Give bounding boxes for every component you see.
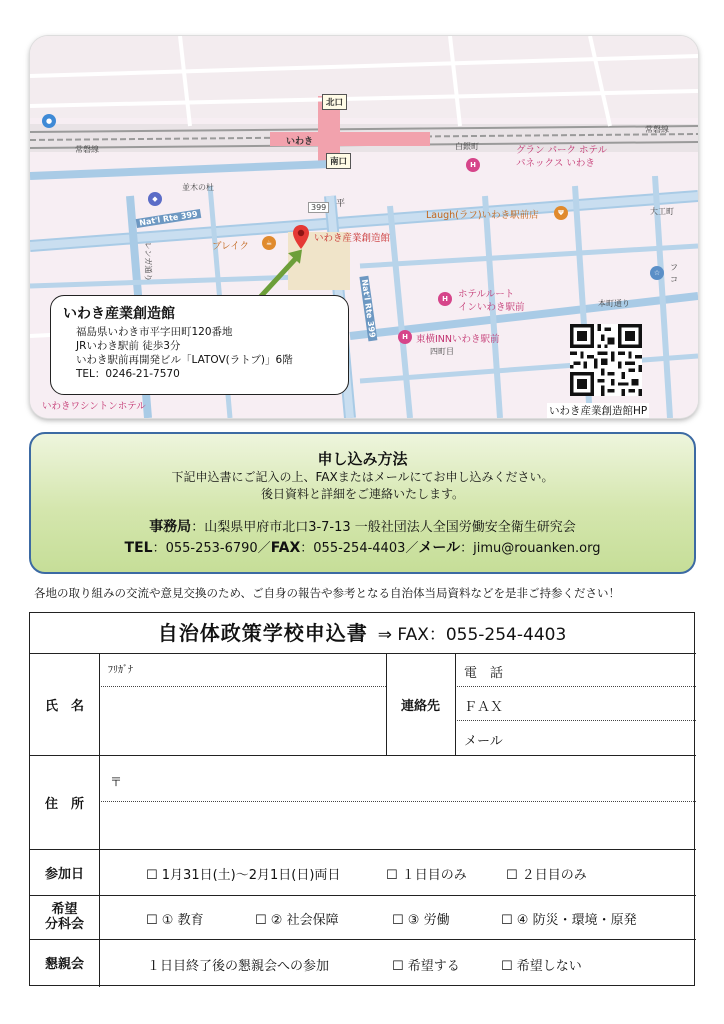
toyoko-label: 東横INNいわき駅前 xyxy=(416,334,500,345)
session-labor-checkbox[interactable]: ☐ ③ 労働 xyxy=(392,913,450,928)
venue-name: いわき産業創造館 xyxy=(63,306,175,322)
party-yes-checkbox[interactable]: ☐ 希望する xyxy=(392,959,460,974)
venue-info-box xyxy=(50,295,349,395)
fax-field-label: ＦＡＸ xyxy=(464,700,504,715)
break-label: ブレイク xyxy=(212,241,249,252)
office-address-line xyxy=(31,517,694,538)
toyoko-icon: H xyxy=(398,330,412,344)
name-field[interactable] xyxy=(100,687,386,755)
session-label-line2: 分科会 xyxy=(44,917,84,932)
office-value: ：山梨県甲府市北口3-7-13 一般社団法人全国労働安全衛生研究会 xyxy=(191,520,576,535)
qr-caption: いわき産業創造館HP xyxy=(549,405,648,417)
renga-street-label: レンガ通り xyxy=(143,241,153,282)
office-contact-line xyxy=(31,538,694,559)
application-method-box xyxy=(29,432,696,574)
route-399-vertical-label: Nat'l Rte 399 xyxy=(359,276,377,341)
south-exit-label: 南口 xyxy=(326,153,351,169)
route-399-badge: 399 xyxy=(308,202,329,213)
session-education-checkbox[interactable]: ☐ ① 教育 xyxy=(146,913,204,928)
fu-label-2: コ xyxy=(670,275,678,284)
fu-label-1: フ xyxy=(670,263,678,272)
postal-field[interactable] xyxy=(100,756,696,801)
address-label: 住 所 xyxy=(44,796,84,812)
restaurant-icon: Ψ xyxy=(554,206,568,220)
route-399-label: Nat'l Rte 399 xyxy=(136,209,201,228)
notice-text: 各地の取り組みの交流や意見交換のため、ご自身の報告や参考となる自治体当局資料などを是非ご持参ください！ xyxy=(34,586,621,600)
fax-label: FAX xyxy=(270,540,301,556)
daiku-label: 大工町 xyxy=(650,207,674,216)
venue-access: JRいわき駅前 徒歩3分 xyxy=(76,340,181,352)
venue-pin-icon xyxy=(292,224,310,250)
postal-mark: 〒 xyxy=(110,775,123,789)
cafe-icon: ☕ xyxy=(262,236,276,250)
party-no-checkbox[interactable]: ☐ 希望しない xyxy=(501,959,582,974)
apply-instructions: 下記申込書にご記入の上、FAXまたはメールにてお申し込みください。 xyxy=(171,470,554,484)
namikino-label: 並木の杜 xyxy=(182,183,214,192)
hotelroute-label-2: インいわき駅前 xyxy=(458,302,525,313)
venue-map-label: いわき産業創造館 xyxy=(314,233,391,244)
north-exit-label: 北口 xyxy=(322,94,347,110)
joban-line-right: 常磐線 xyxy=(645,125,669,134)
grandpark-label-2: パネックス いわき xyxy=(516,158,595,169)
apply-title: 申し込み方法 xyxy=(317,450,408,468)
attend-both-checkbox[interactable]: ☐ 1月31日(土)～2月1日(日)両日 xyxy=(146,868,341,883)
phone-field[interactable] xyxy=(530,654,696,686)
attend-day2-checkbox[interactable]: ☐ ２日目のみ xyxy=(506,868,587,883)
star-icon: ☆ xyxy=(650,266,664,280)
venue-address: 福島県いわき市平字田町120番地 xyxy=(76,326,233,338)
tel-value: ：055-253-6790／ xyxy=(152,541,271,556)
hotel-icon: H xyxy=(466,158,480,172)
venue-building: いわき駅前再開発ビル「LATOV(ラトブ)」6階 xyxy=(76,354,293,366)
party-label: 懇親会 xyxy=(44,956,84,972)
mail-field-label: メール xyxy=(464,734,503,749)
mail-field[interactable] xyxy=(530,721,696,755)
station-label: いわき xyxy=(286,137,314,147)
phone-label: 電 話 xyxy=(464,666,504,681)
address-field[interactable] xyxy=(100,802,696,849)
office-info xyxy=(31,517,694,559)
session-disaster-checkbox[interactable]: ☐ ④ 防災・環境・原発 xyxy=(501,913,637,928)
contact-label: 連絡先 xyxy=(400,698,440,714)
honmachi-label: 本町通り xyxy=(598,299,630,308)
office-label: 事務局 xyxy=(149,519,192,535)
qr-code[interactable] xyxy=(570,324,642,396)
laugh-label: Laugh(ラフ)いわき駅前店 xyxy=(426,210,539,221)
session-label xyxy=(30,895,99,939)
nishimachi-label: 四町目 xyxy=(430,347,454,356)
session-label-line1: 希望 xyxy=(51,902,78,917)
shirogane-label: 白銀町 xyxy=(455,142,479,151)
fax-field[interactable] xyxy=(530,687,696,720)
party-text: １日目終了後の懇親会への参加 xyxy=(147,959,330,974)
application-form xyxy=(29,612,695,986)
furigana-label: ﾌﾘｶﾞﾅ xyxy=(108,665,133,676)
washington-label: いわきワシントンホテル xyxy=(42,401,146,412)
attend-day1-checkbox[interactable]: ☐ １日目のみ xyxy=(386,868,467,883)
form-fax: ⇒ FAX：055-254-4403 xyxy=(377,625,567,645)
hotelroute-label-1: ホテルルート xyxy=(458,289,515,300)
museum-icon: ◆ xyxy=(148,192,162,206)
mail-value[interactable]: ：jimu@rouanken.org xyxy=(460,541,601,556)
fax-value: ：055-254-4403／ xyxy=(300,541,419,556)
form-title-text: 自治体政策学校申込書 xyxy=(157,621,368,645)
location-icon[interactable]: ● xyxy=(42,114,56,128)
furigana-field[interactable] xyxy=(100,654,386,686)
tel-label: TEL xyxy=(124,540,153,556)
joban-line-left: 常磐線 xyxy=(75,145,99,154)
session-welfare-checkbox[interactable]: ☐ ② 社会保障 xyxy=(255,913,339,928)
attend-label: 参加日 xyxy=(44,866,84,882)
taira-label: 平 xyxy=(336,199,346,209)
apply-followup: 後日資料と詳細をご連絡いたします。 xyxy=(260,487,465,501)
hotel-route-icon: H xyxy=(438,292,452,306)
venue-tel: TEL：0246-21-7570 xyxy=(76,368,180,380)
grandpark-label-1: グラン パーク ホテル xyxy=(516,145,608,156)
form-title xyxy=(30,613,694,653)
name-label: 氏 名 xyxy=(44,698,84,714)
mail-label: メール xyxy=(418,540,461,556)
